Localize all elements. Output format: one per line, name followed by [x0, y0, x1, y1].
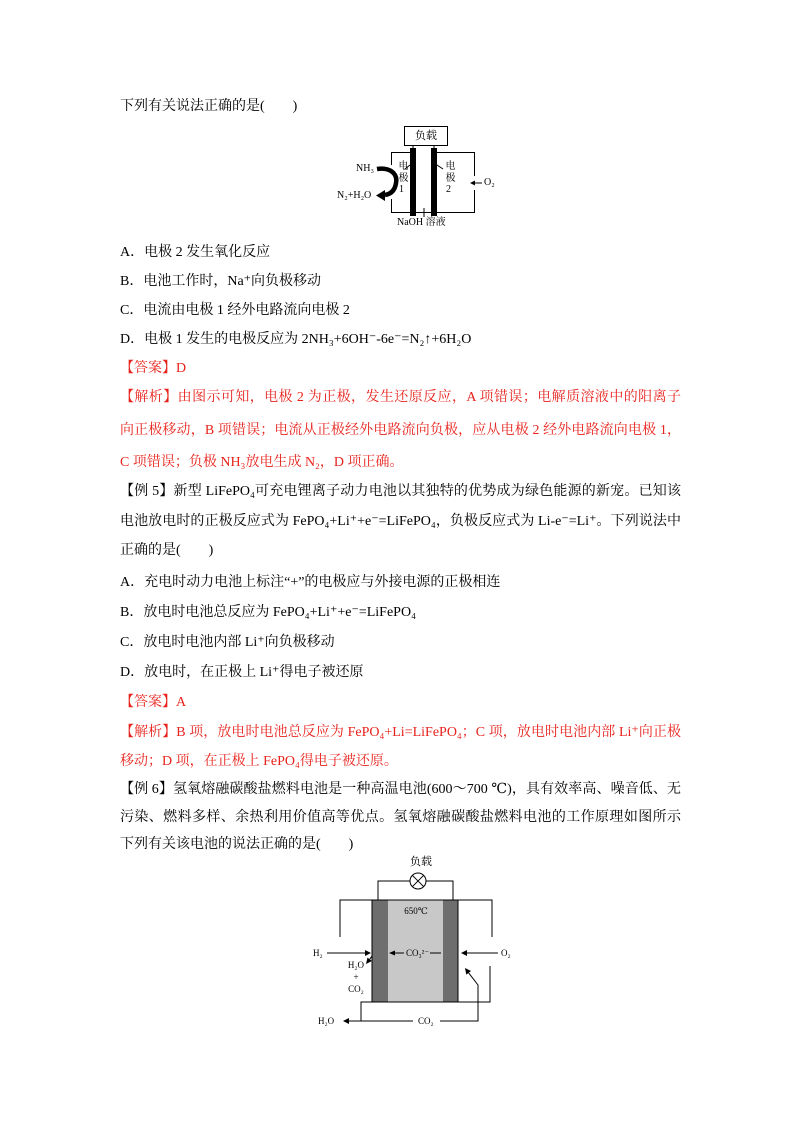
wire-left — [378, 881, 410, 900]
cathode-chamber-lower — [458, 966, 490, 1002]
ammonia-flow-arrow — [377, 169, 396, 195]
electrode-2-label: 电极2 — [443, 160, 454, 197]
option-c: C．放电时电池内部 Li⁺向负极移动 — [120, 635, 335, 650]
electrode-1-label: 电极1 — [396, 160, 407, 197]
question-stem: 下列有关说法正确的是( ) — [120, 99, 298, 114]
example-5-stem: 正确的是( ) — [120, 543, 214, 558]
water-outlet-label: H₂O — [318, 1016, 335, 1026]
anode — [372, 900, 388, 1002]
answer-line: 【答案】D — [120, 361, 187, 376]
option-a: A．充电时动力电池上标注“+”的电极应与外接电源的正极相连 — [120, 575, 501, 590]
cathode-chamber — [458, 900, 492, 937]
wire-right — [426, 881, 453, 900]
option-d: D．放电时，在正极上 Li⁺得电子被还原 — [120, 665, 364, 680]
answer-line: 【答案】A — [120, 695, 187, 710]
load-label: 负载 — [415, 130, 437, 142]
exhaust-co2-label: CO₂ — [348, 984, 364, 994]
example-5-stem: 电池放电时的正极反应式为 FePO₄+Li⁺+e⁻=LiFePO₄，负极反应式为 Li-e⁻=Li⁺。下列说法中 — [120, 514, 681, 529]
alkaline-fuel-cell-figure — [335, 120, 500, 232]
hydrogen-inlet-arrowhead — [365, 950, 371, 956]
option-b: B．电池工作时，Na⁺向负极移动 — [120, 274, 322, 289]
example-6-stem: 【例 6】氢氧熔融碳酸盐燃料电池是一种高温电池(600～700 ℃)，具有效率高、噪音低、无 — [120, 782, 681, 797]
electrode-2 — [431, 148, 437, 216]
water-outlet-arrowhead — [343, 1018, 349, 1024]
electrode-1 — [410, 148, 416, 216]
molten-carbonate-cell-drawing — [310, 856, 525, 1034]
exhaust-water-label: H₂O — [347, 960, 365, 970]
option-c: C．电流由电极 1 经外电路流向电极 2 — [120, 303, 350, 318]
oxygen-label: O₂ — [484, 177, 495, 188]
ammonia-flow-arrowhead — [376, 190, 385, 201]
example-6-stem: 污染、燃料多样、余热利用价值高等优点。氢氧熔融碳酸盐燃料电池的工作原理如图所示 — [120, 810, 681, 825]
analysis-line: 【解析】由图示可知，电极 2 为正极，发生还原反应，A 项错误；电解质溶液中的阳离子 — [120, 390, 681, 405]
example-5-stem: 【例 5】新型 LiFePO₄可充电锂离子动力电池以其独特的优势成为绿色能源的新宠。已知该 — [120, 484, 681, 499]
example-6-stem: 下列有关该电池的说法正确的是( ) — [120, 837, 354, 852]
option-d: D．电极 1 发生的电极反应为 2NH₃+6OH⁻-6e⁻=N₂↑+6H₂O — [120, 332, 472, 347]
anode-chamber — [340, 900, 372, 937]
oxygen-inlet-arrowhead — [461, 950, 467, 956]
co2-return-label: CO₂ — [418, 1016, 434, 1026]
oxygen-inlet-arrowhead — [470, 181, 475, 186]
load-label: 负载 — [410, 856, 432, 868]
option-b: B．放电时电池总反应为 FePO₄+Li⁺+e⁻=LiFePO₄ — [120, 605, 416, 620]
cathode — [443, 900, 458, 1002]
exhaust-plus-label: + — [353, 972, 359, 982]
nitrogen-water-label: N₂+H₂O — [337, 190, 372, 201]
analysis-line: 移动；D 项，在正极上 FePO₄得电子被还原。 — [120, 754, 398, 769]
temperature-label: 650℃ — [404, 906, 428, 916]
co2-return-arrowhead — [465, 968, 471, 975]
hydrogen-label: H₂ — [313, 948, 323, 958]
carbonate-ion-label: CO₃²⁻ — [406, 948, 430, 958]
molten-carbonate-cell-figure — [310, 856, 525, 1034]
anode-outlet — [361, 1002, 372, 1021]
analysis-line: C 项错误；负极 NH₃放电生成 N₂，D 项正确。 — [120, 455, 404, 470]
ammonia-label: NH₃ — [356, 163, 374, 174]
electrolyte-label: NaOH 溶液 — [397, 217, 446, 228]
analysis-line: 向正极移动，B 项错误；电流从正极经外电路流向负极，应从电极 2 经外电路流向电极 1， — [120, 423, 681, 438]
analysis-line: 【解析】B 项，放电时电池总反应为 FePO₄+Li=LiFePO₄；C 项，放电时电池内部 Li⁺向正极 — [120, 725, 681, 740]
oxygen-label: O₂ — [501, 948, 511, 958]
option-a: A．电极 2 发生氧化反应 — [120, 245, 271, 260]
